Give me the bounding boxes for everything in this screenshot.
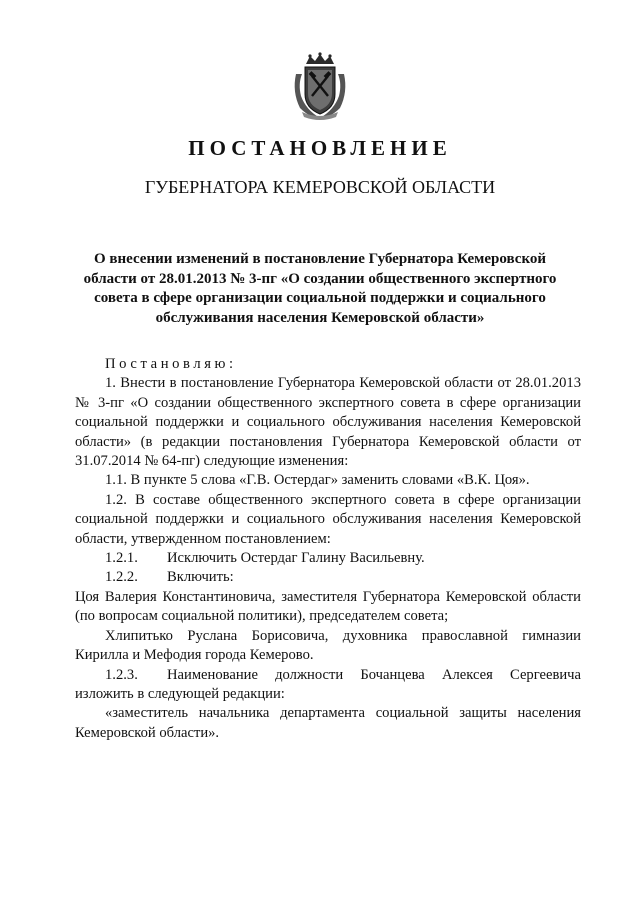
paragraph-khlipitko: Хлипитько Руслана Борисовича, духовника православной гимназии Кирилла и Мефодия города Кемерово.	[75, 627, 581, 664]
document-type-heading: ПОСТАНОВЛЕНИЕ	[188, 136, 452, 160]
document-body	[75, 355, 581, 743]
paragraph-1-2-2	[75, 568, 581, 587]
paragraph-1: 1. Внести в постановление Губернатора Кемеровской области от 28.01.2013 № 3-пг «О создании общественного экспертного совета в сфере организации социальной поддержки и социального обслуживания населения Кемеровской области» (в редакции постановления Губернатора Кемеровской области от 31.07.2014 № 64-пг) следующие изменения:	[75, 375, 581, 470]
clause-number: 1.2.3.	[105, 666, 138, 683]
title-line: области от 28.01.2013 № 3-пг «О создании общественного экспертного	[83, 270, 557, 287]
paragraph-1-2-3	[75, 666, 581, 705]
clause-number: 1.2.2.	[105, 569, 138, 586]
document-title	[80, 250, 560, 328]
decree-word: Постановляю:	[105, 356, 237, 372]
paragraph-1-2-1	[75, 549, 581, 568]
title-line: обслуживания населения Кемеровской области»	[155, 309, 485, 326]
paragraph-1-1: 1.1. В пункте 5 слова «Г.В. Остердаг» заменить словами «В.К. Цоя».	[105, 472, 530, 489]
clause-text: Включить:	[167, 569, 234, 586]
issuer-heading: ГУБЕРНАТОРА КЕМЕРОВСКОЙ ОБЛАСТИ	[144, 177, 496, 197]
paragraph-1-2: 1.2. В составе общественного экспертного совета в сфере организации социальной поддержки и социального обслуживания населения Кемеровской области, утвержденном постановлением:	[75, 491, 581, 547]
kemerovo-coat-of-arms-icon	[288, 52, 352, 122]
clause-number: 1.2.1.	[105, 550, 138, 567]
paragraph-tsoy: Цоя Валерия Константиновича, заместителя Губернатора Кемеровской области (по вопросам социальной политики), председателем совета;	[75, 588, 581, 625]
title-line: О внесении изменений в постановление Губернатора Кемеровской	[93, 251, 547, 267]
clause-text: Наименование должности Бочанцева Алексея Сергеевича изложить в следующей редакции:	[75, 666, 581, 702]
title-line: совета в сфере организации социальной поддержки и социального	[94, 290, 546, 306]
clause-text: Исключить Остердаг Галину Васильевну.	[167, 550, 425, 567]
paragraph-quote: «заместитель начальника департамента социальной защиты населения Кемеровской области».	[75, 705, 581, 741]
